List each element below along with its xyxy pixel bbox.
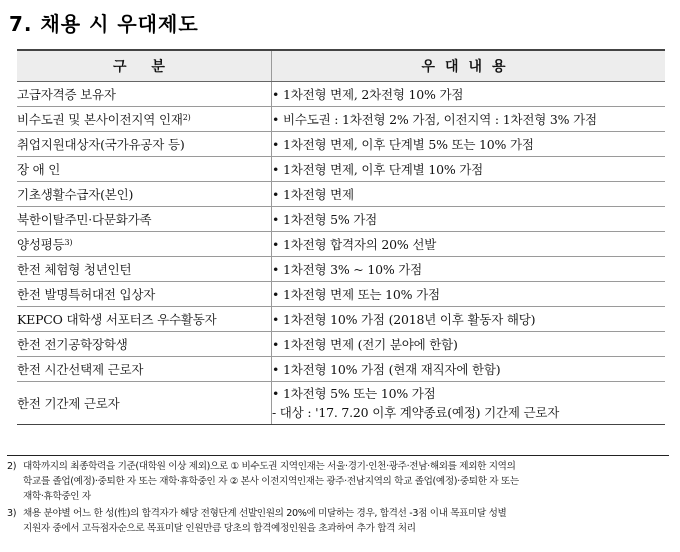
- category-cell: [17, 357, 272, 382]
- category-cell: [17, 282, 272, 307]
- benefit-cell: [272, 307, 666, 332]
- footnote-text: 지원자 중에서 고득점자순으로 목표미달 인원만큼 당초의 합격예정인원을 초과하여 추가 합격 처리: [23, 523, 416, 534]
- benefit-text: • 1차전형 면제 또는 10% 가점: [272, 286, 440, 302]
- footnote-text: 학교를 졸업(예정)·중퇴한 자 또는 재학·휴학중인 자 ② 본사 이전지역인재는 광주·전남지역의 학교 졸업(예정)·중퇴한 자 또는: [23, 476, 519, 487]
- footnote-ref: 3): [64, 238, 73, 247]
- benefit-cell: [272, 332, 666, 357]
- benefit-text: • 1차전형 면제, 이후 단계별 5% 또는 10% 가점: [272, 136, 534, 152]
- benefit-cell: [272, 107, 666, 132]
- benefit-cell: [272, 207, 666, 232]
- table-row: [17, 182, 665, 207]
- footnote-text: 채용 분야별 어느 한 성(性)의 합격자가 해당 전형단계 선발인원의 20%에 미달하는 경우, 합격선 -3점 이내 목표미달 성별: [23, 508, 507, 519]
- category-cell: [17, 232, 272, 257]
- footnote-text: 재학·휴학중인 자: [23, 491, 91, 502]
- category-cell: [17, 157, 272, 182]
- benefit-text: • 1차전형 5% 가점: [272, 211, 378, 227]
- category-label: 한전 발명특허대전 입상자: [17, 287, 156, 302]
- category-cell: [17, 207, 272, 232]
- table-row: [17, 107, 665, 132]
- table-header-row: [17, 50, 665, 82]
- benefit-cell: [272, 157, 666, 182]
- benefit-text: • 1차전형 면제, 이후 단계별 10% 가점: [272, 161, 484, 177]
- benefit-cell: [272, 282, 666, 307]
- benefit-text: • 1차전형 5% 또는 10% 가점: [272, 386, 436, 401]
- footnote-number: 3): [7, 508, 17, 519]
- table-row: [17, 307, 665, 332]
- footnote-text: 대학까지의 최종학력을 기준(대학원 이상 제외)으로 ① 비수도권 지역인재는 서울·경기·인천·광주·전남·해외를 제외한 지역의: [23, 461, 516, 472]
- benefit-text: • 1차전형 10% 가점 (현재 재직자에 한함): [272, 361, 501, 377]
- category-cell: [17, 257, 272, 282]
- footnote: [7, 459, 669, 504]
- benefit-subtext: - 대상 : '17. 7.20 이후 계약종료(예정) 기간제 근로자: [272, 405, 560, 420]
- category-cell: [17, 332, 272, 357]
- benefit-cell: [272, 182, 666, 207]
- header-benefit: 우대내용: [272, 50, 666, 82]
- category-label: 북한이탈주민·다문화가족: [17, 212, 152, 227]
- category-cell: [17, 132, 272, 157]
- benefit-text: • 1차전형 면제 (전기 분야에 한함): [272, 336, 458, 352]
- benefit-cell: [272, 82, 666, 107]
- category-cell: [17, 107, 272, 132]
- category-label: 기초생활수급자(본인): [17, 187, 134, 202]
- benefit-cell: [272, 232, 666, 257]
- footnote: [7, 506, 669, 536]
- table-row: [17, 207, 665, 232]
- category-label: 비수도권 및 본사이전지역 인재: [17, 112, 183, 127]
- benefits-table: [17, 49, 665, 425]
- category-label: 한전 전기공학장학생: [17, 337, 128, 352]
- category-cell: [17, 307, 272, 332]
- table-row: [17, 232, 665, 257]
- category-label: 양성평등: [17, 237, 65, 252]
- benefit-text: • 1차전형 면제, 2차전형 10% 가점: [272, 86, 464, 102]
- category-label: KEPCO 대학생 서포터즈 우수활동자: [17, 312, 217, 327]
- benefit-cell: [272, 257, 666, 282]
- table-row: [17, 332, 665, 357]
- category-label: 한전 기간제 근로자: [17, 396, 120, 411]
- table-row: [17, 257, 665, 282]
- table-row: [17, 132, 665, 157]
- category-cell: [17, 82, 272, 107]
- footnote-number: 2): [7, 461, 17, 472]
- benefit-text: • 1차전형 면제: [272, 186, 354, 202]
- footnote-ref: 2): [182, 113, 191, 122]
- benefit-text: • 비수도권 : 1차전형 2% 가점, 이전지역 : 1차전형 3% 가점: [272, 111, 597, 127]
- category-label: 장 애 인: [17, 162, 61, 177]
- category-label: 한전 체험형 청년인턴: [17, 262, 132, 277]
- benefit-text: • 1차전형 합격자의 20% 선발: [272, 236, 437, 252]
- benefit-text: • 1차전형 3% ~ 10% 가점: [272, 261, 423, 277]
- table-row: [17, 82, 665, 107]
- table-row: [17, 357, 665, 382]
- header-category: 구 분: [17, 50, 272, 82]
- category-cell: [17, 382, 272, 425]
- table-row: [17, 282, 665, 307]
- benefit-cell: [272, 132, 666, 157]
- category-cell: [17, 182, 272, 207]
- category-label: 고급자격증 보유자: [17, 87, 116, 102]
- page-title: 7. 채용 시 우대제도: [9, 12, 199, 36]
- category-label: 취업지원대상자(국가유공자 등): [17, 137, 185, 152]
- footnotes: [7, 455, 669, 538]
- category-label: 한전 시간선택제 근로자: [17, 362, 144, 377]
- benefit-text: • 1차전형 10% 가점 (2018년 이후 활동자 해당): [272, 311, 536, 327]
- benefit-cell: [272, 357, 666, 382]
- table-row: [17, 157, 665, 182]
- table-row: [17, 382, 665, 425]
- benefit-cell: [272, 382, 666, 425]
